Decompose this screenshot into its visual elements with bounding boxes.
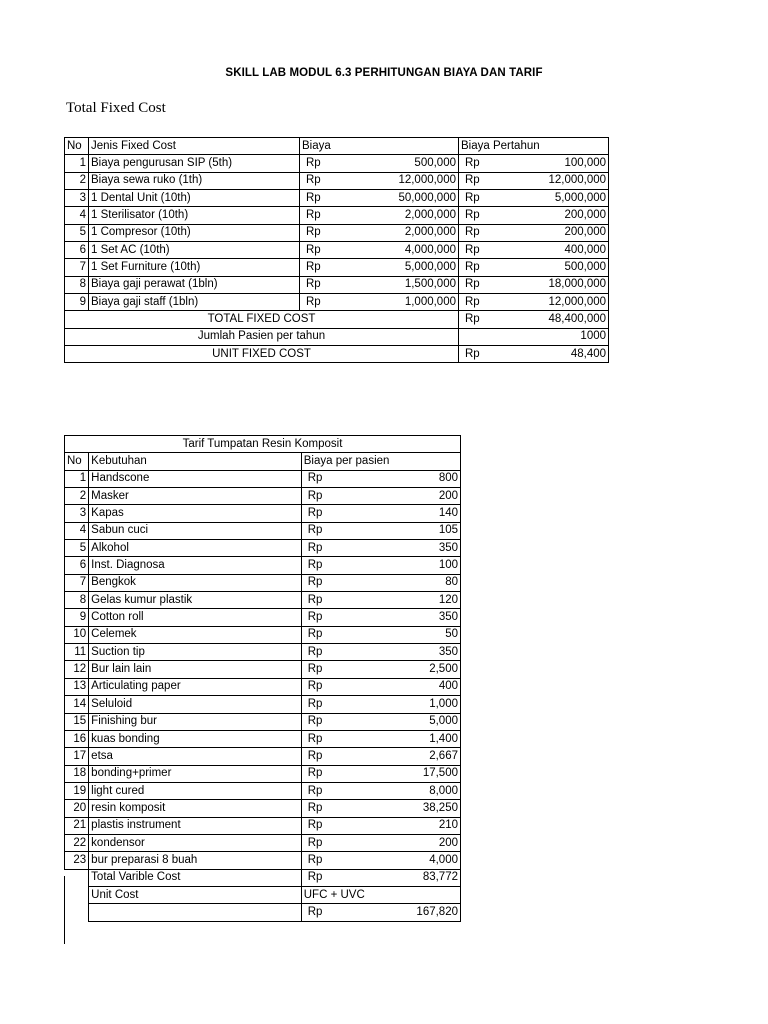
- row-pertahun: 12,000,000: [509, 172, 609, 189]
- unit-cost-rp: Rp: [301, 904, 351, 921]
- unit-cost-row: [65, 886, 461, 903]
- row-no: 3: [65, 190, 89, 207]
- resin-row: [65, 696, 461, 713]
- left-border-line: [64, 876, 65, 944]
- resin-row-no: 10: [65, 626, 89, 643]
- resin-row-rp: Rp: [301, 540, 351, 557]
- resin-row-cost: 140: [352, 505, 461, 522]
- resin-row-cost: 100: [352, 557, 461, 574]
- row-biaya-rp: Rp: [300, 242, 350, 259]
- resin-row-cost: 80: [352, 574, 461, 591]
- row-biaya: 12,000,000: [350, 172, 459, 189]
- unit-fixed-cost-rp: Rp: [459, 346, 509, 363]
- resin-row-no: 2: [65, 488, 89, 505]
- resin-row-cost: 2,500: [352, 661, 461, 678]
- row-no: 9: [65, 294, 89, 311]
- resin-header-no: No: [65, 453, 89, 470]
- row-jenis: Biaya gaji perawat (1bln): [89, 276, 300, 293]
- resin-row-no: 22: [65, 834, 89, 851]
- resin-row-no: 7: [65, 574, 89, 591]
- fixed-cost-table: [64, 137, 609, 363]
- total-variable-cost-rp: Rp: [301, 869, 351, 886]
- resin-row: [65, 626, 461, 643]
- resin-row-item: Celemek: [89, 626, 302, 643]
- row-biaya: 50,000,000: [350, 190, 459, 207]
- row-biaya-rp: Rp: [300, 294, 350, 311]
- row-biaya-rp: Rp: [300, 155, 350, 172]
- resin-row: [65, 748, 461, 765]
- resin-row-item: plastis instrument: [89, 817, 302, 834]
- row-pertahun: 12,000,000: [509, 294, 609, 311]
- resin-row-rp: Rp: [301, 800, 351, 817]
- row-no: 6: [65, 242, 89, 259]
- resin-row-item: resin komposit: [89, 800, 302, 817]
- row-no: 5: [65, 224, 89, 241]
- resin-row-cost: 350: [352, 644, 461, 661]
- resin-row-no: 12: [65, 661, 89, 678]
- row-biaya-rp: Rp: [300, 172, 350, 189]
- total-fixed-cost-label: TOTAL FIXED COST: [65, 311, 459, 328]
- resin-row-item: Articulating paper: [89, 678, 302, 695]
- resin-row: [65, 644, 461, 661]
- row-pertahun-rp: Rp: [459, 242, 509, 259]
- total-variable-cost-row: [65, 869, 461, 886]
- resin-title-row: [65, 436, 461, 453]
- row-biaya: 500,000: [350, 155, 459, 172]
- total-fixed-cost-rp: Rp: [459, 311, 509, 328]
- resin-row-item: etsa: [89, 748, 302, 765]
- row-pertahun-rp: Rp: [459, 172, 509, 189]
- row-biaya: 2,000,000: [350, 224, 459, 241]
- row-pertahun-rp: Rp: [459, 155, 509, 172]
- resin-row-no: 15: [65, 713, 89, 730]
- resin-row-cost: 50: [352, 626, 461, 643]
- row-biaya: 4,000,000: [350, 242, 459, 259]
- resin-row-no: 6: [65, 557, 89, 574]
- row-no: 1: [65, 155, 89, 172]
- resin-table-title: Tarif Tumpatan Resin Komposit: [65, 436, 461, 453]
- resin-row: [65, 488, 461, 505]
- fixed-cost-row: [65, 259, 609, 276]
- resin-row-cost: 200: [352, 488, 461, 505]
- resin-row-cost: 200: [352, 834, 461, 851]
- resin-row-cost: 350: [352, 609, 461, 626]
- resin-row-cost: 1,000: [352, 696, 461, 713]
- unit-cost-value: 167,820: [352, 904, 461, 921]
- resin-header-cost: Biaya per pasien: [301, 453, 460, 470]
- row-pertahun-rp: Rp: [459, 224, 509, 241]
- unit-cost-label: Unit Cost: [89, 886, 302, 903]
- resin-row-cost: 800: [352, 470, 461, 487]
- resin-row: [65, 522, 461, 539]
- resin-row-no: 1: [65, 470, 89, 487]
- resin-row-rp: Rp: [301, 834, 351, 851]
- total-fixed-cost-row: [65, 311, 609, 328]
- row-pertahun-rp: Rp: [459, 190, 509, 207]
- unit-fixed-cost-value: 48,400: [509, 346, 609, 363]
- header-no: No: [65, 138, 89, 155]
- resin-row-no: 21: [65, 817, 89, 834]
- fixed-cost-row: [65, 207, 609, 224]
- fixed-cost-row: [65, 242, 609, 259]
- row-biaya-rp: Rp: [300, 259, 350, 276]
- resin-row-no: 17: [65, 748, 89, 765]
- row-jenis: Biaya sewa ruko (1th): [89, 172, 300, 189]
- row-jenis: 1 Set AC (10th): [89, 242, 300, 259]
- row-biaya: 2,000,000: [350, 207, 459, 224]
- resin-row-rp: Rp: [301, 817, 351, 834]
- row-pertahun-rp: Rp: [459, 259, 509, 276]
- resin-row-item: bur preparasi 8 buah: [89, 852, 302, 869]
- resin-row-cost: 8,000: [352, 782, 461, 799]
- fixed-cost-header-row: [65, 138, 609, 155]
- row-biaya-rp: Rp: [300, 224, 350, 241]
- resin-row-cost: 5,000: [352, 713, 461, 730]
- patients-per-year-row: [65, 328, 609, 345]
- resin-row-item: kuas bonding: [89, 730, 302, 747]
- row-jenis: 1 Dental Unit (10th): [89, 190, 300, 207]
- resin-row-cost: 17,500: [352, 765, 461, 782]
- resin-row-no: 3: [65, 505, 89, 522]
- resin-row: [65, 609, 461, 626]
- row-pertahun-rp: Rp: [459, 294, 509, 311]
- resin-row-no: 5: [65, 540, 89, 557]
- resin-row-rp: Rp: [301, 713, 351, 730]
- row-pertahun: 200,000: [509, 207, 609, 224]
- resin-row-item: Alkohol: [89, 540, 302, 557]
- header-biaya-pertahun: Biaya Pertahun: [459, 138, 609, 155]
- unit-fixed-cost-label: UNIT FIXED COST: [65, 346, 459, 363]
- resin-row-cost: 1,400: [352, 730, 461, 747]
- header-jenis: Jenis Fixed Cost: [89, 138, 300, 155]
- resin-row-item: Masker: [89, 488, 302, 505]
- resin-row-item: Inst. Diagnosa: [89, 557, 302, 574]
- resin-row-no: 16: [65, 730, 89, 747]
- resin-row-rp: Rp: [301, 522, 351, 539]
- fixed-cost-row: [65, 294, 609, 311]
- resin-row: [65, 574, 461, 591]
- resin-row-item: Suction tip: [89, 644, 302, 661]
- resin-row: [65, 765, 461, 782]
- resin-row-item: bonding+primer: [89, 765, 302, 782]
- resin-row-no: 23: [65, 852, 89, 869]
- resin-row-item: Gelas kumur plastik: [89, 592, 302, 609]
- patients-per-year-label: Jumlah Pasien per tahun: [65, 328, 459, 345]
- resin-row-cost: 210: [352, 817, 461, 834]
- resin-row-no: 20: [65, 800, 89, 817]
- resin-row-cost: 120: [352, 592, 461, 609]
- row-biaya: 1,500,000: [350, 276, 459, 293]
- resin-row-item: light cured: [89, 782, 302, 799]
- resin-row-cost: 105: [352, 522, 461, 539]
- total-variable-cost-value: 83,772: [352, 869, 461, 886]
- resin-row-item: Sabun cuci: [89, 522, 302, 539]
- resin-row-cost: 38,250: [352, 800, 461, 817]
- row-biaya-rp: Rp: [300, 276, 350, 293]
- resin-row-no: 19: [65, 782, 89, 799]
- resin-row-no: 13: [65, 678, 89, 695]
- resin-row: [65, 557, 461, 574]
- total-fixed-cost-value: 48,400,000: [509, 311, 609, 328]
- resin-row: [65, 592, 461, 609]
- resin-row-item: Bur lain lain: [89, 661, 302, 678]
- fixed-cost-row: [65, 224, 609, 241]
- unit-cost-formula: UFC + UVC: [301, 886, 460, 903]
- resin-row-no: 18: [65, 765, 89, 782]
- resin-row: [65, 782, 461, 799]
- resin-row: [65, 661, 461, 678]
- row-pertahun: 400,000: [509, 242, 609, 259]
- resin-row-item: Bengkok: [89, 574, 302, 591]
- fixed-cost-row: [65, 276, 609, 293]
- row-jenis: Biaya gaji staff (1bln): [89, 294, 300, 311]
- resin-row: [65, 540, 461, 557]
- row-jenis: 1 Sterilisator (10th): [89, 207, 300, 224]
- resin-header-item: Kebutuhan: [89, 453, 302, 470]
- row-no: 7: [65, 259, 89, 276]
- resin-row: [65, 852, 461, 869]
- row-jenis: 1 Compresor (10th): [89, 224, 300, 241]
- fixed-cost-row: [65, 155, 609, 172]
- row-pertahun: 500,000: [509, 259, 609, 276]
- resin-row-rp: Rp: [301, 661, 351, 678]
- resin-row-item: Seluloid: [89, 696, 302, 713]
- fixed-cost-row: [65, 190, 609, 207]
- resin-row: [65, 817, 461, 834]
- resin-row-no: 9: [65, 609, 89, 626]
- total-variable-cost-label: Total Varible Cost: [89, 869, 302, 886]
- resin-row-rp: Rp: [301, 592, 351, 609]
- row-pertahun: 18,000,000: [509, 276, 609, 293]
- resin-row-rp: Rp: [301, 470, 351, 487]
- resin-row-no: 14: [65, 696, 89, 713]
- resin-row-rp: Rp: [301, 609, 351, 626]
- resin-row: [65, 470, 461, 487]
- resin-row-no: 4: [65, 522, 89, 539]
- unit-fixed-cost-row: [65, 346, 609, 363]
- unit-cost-value-row: [65, 904, 461, 921]
- resin-row-rp: Rp: [301, 765, 351, 782]
- resin-row-rp: Rp: [301, 644, 351, 661]
- resin-row-rp: Rp: [301, 730, 351, 747]
- resin-row-item: Cotton roll: [89, 609, 302, 626]
- resin-row: [65, 730, 461, 747]
- resin-row-cost: 2,667: [352, 748, 461, 765]
- section-title-total-fixed-cost: Total Fixed Cost: [66, 100, 166, 116]
- row-jenis: Biaya pengurusan SIP (5th): [89, 155, 300, 172]
- resin-row-no: 8: [65, 592, 89, 609]
- header-biaya: Biaya: [300, 138, 459, 155]
- row-pertahun: 5,000,000: [509, 190, 609, 207]
- row-biaya: 5,000,000: [350, 259, 459, 276]
- resin-row: [65, 713, 461, 730]
- resin-row: [65, 800, 461, 817]
- resin-row-rp: Rp: [301, 488, 351, 505]
- resin-row-rp: Rp: [301, 626, 351, 643]
- row-no: 8: [65, 276, 89, 293]
- resin-row-rp: Rp: [301, 852, 351, 869]
- row-pertahun-rp: Rp: [459, 207, 509, 224]
- row-pertahun: 100,000: [509, 155, 609, 172]
- row-biaya-rp: Rp: [300, 207, 350, 224]
- resin-row-rp: Rp: [301, 557, 351, 574]
- resin-row-item: Kapas: [89, 505, 302, 522]
- resin-row: [65, 505, 461, 522]
- row-no: 4: [65, 207, 89, 224]
- resin-row-cost: 4,000: [352, 852, 461, 869]
- resin-row-rp: Rp: [301, 678, 351, 695]
- resin-row-item: Handscone: [89, 470, 302, 487]
- row-pertahun-rp: Rp: [459, 276, 509, 293]
- patients-per-year-value: 1000: [459, 328, 609, 345]
- resin-header-row: [65, 453, 461, 470]
- resin-row-rp: Rp: [301, 574, 351, 591]
- resin-row-cost: 400: [352, 678, 461, 695]
- document-title: SKILL LAB MODUL 6.3 PERHITUNGAN BIAYA DAN TARIF: [225, 67, 543, 79]
- row-pertahun: 200,000: [509, 224, 609, 241]
- resin-row-item: kondensor: [89, 834, 302, 851]
- resin-row-item: Finishing bur: [89, 713, 302, 730]
- resin-row-no: 11: [65, 644, 89, 661]
- row-no: 2: [65, 172, 89, 189]
- resin-row-rp: Rp: [301, 696, 351, 713]
- resin-row-rp: Rp: [301, 782, 351, 799]
- resin-row-rp: Rp: [301, 505, 351, 522]
- resin-row: [65, 834, 461, 851]
- fixed-cost-row: [65, 172, 609, 189]
- row-biaya-rp: Rp: [300, 190, 350, 207]
- row-jenis: 1 Set Furniture (10th): [89, 259, 300, 276]
- resin-row: [65, 678, 461, 695]
- resin-row-cost: 350: [352, 540, 461, 557]
- resin-row-rp: Rp: [301, 748, 351, 765]
- row-biaya: 1,000,000: [350, 294, 459, 311]
- resin-tariff-table: [64, 435, 461, 922]
